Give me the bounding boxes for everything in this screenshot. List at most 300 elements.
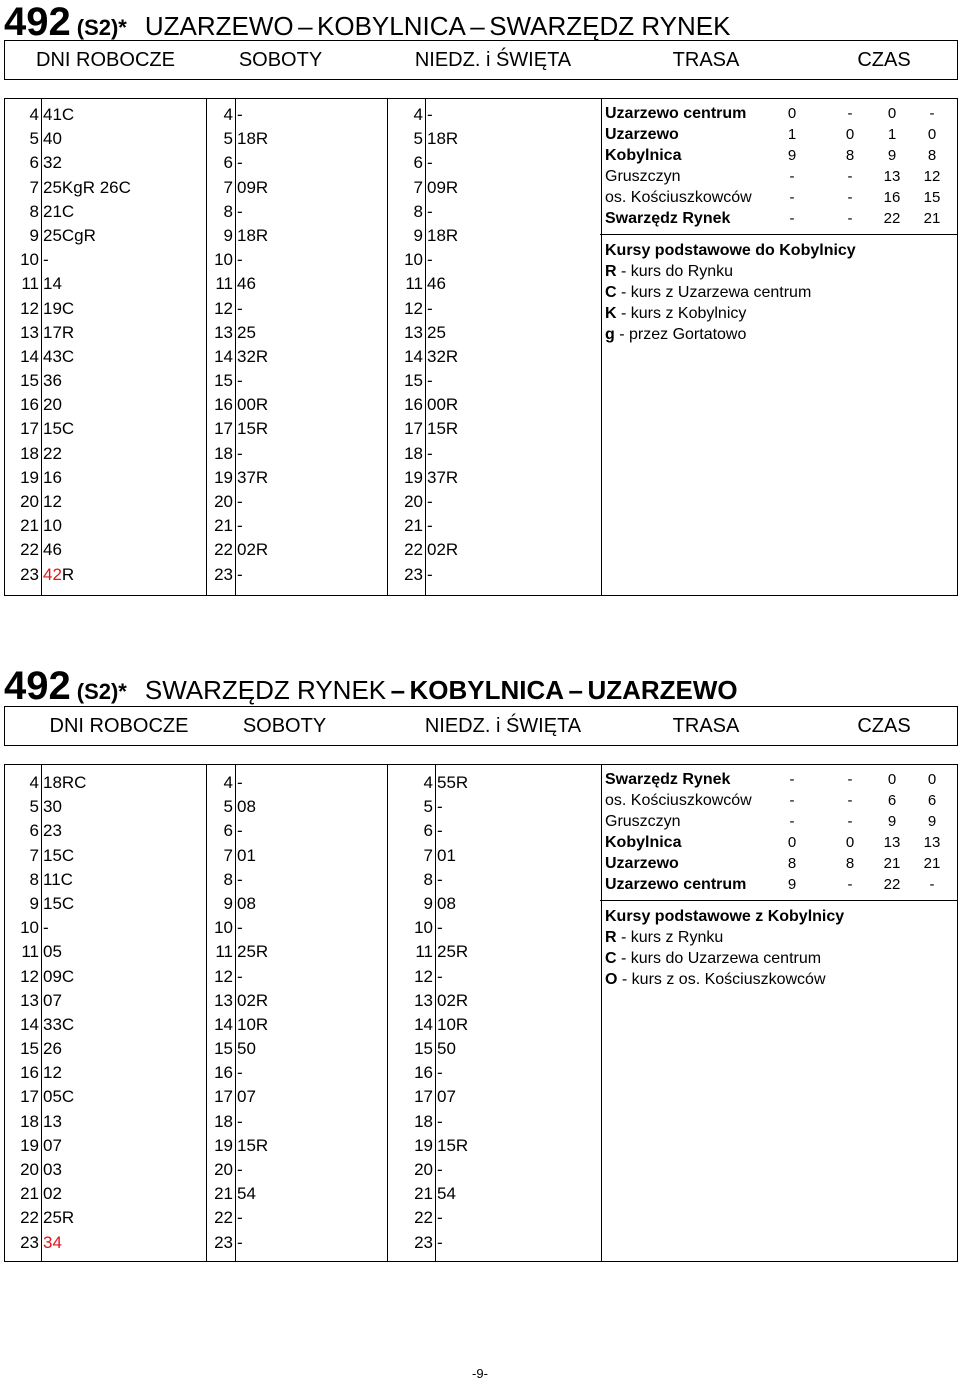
minutes-value: - — [427, 564, 433, 584]
hour-label: 19 — [214, 467, 233, 487]
time-row — [389, 466, 589, 490]
time-row — [399, 819, 599, 843]
time-row — [5, 538, 195, 562]
time-row — [199, 1061, 379, 1085]
travel-time: - — [847, 876, 853, 893]
hour-label: 14 — [414, 1014, 433, 1034]
time-row — [389, 151, 589, 175]
minutes-highlight: 42 — [43, 564, 62, 584]
time-row — [389, 272, 589, 296]
travel-time: - — [789, 210, 795, 227]
travel-time: - — [789, 771, 795, 788]
minutes-value: - — [237, 371, 243, 391]
hour-label: 8 — [223, 201, 233, 221]
hour-label: 7 — [29, 177, 39, 197]
stop-row — [600, 832, 954, 853]
hour-label: 4 — [223, 773, 233, 792]
hour-label: 18 — [214, 1111, 233, 1131]
minutes-value: 07 — [237, 1087, 256, 1107]
time-row — [399, 1110, 599, 1134]
minutes-value: - — [237, 869, 243, 889]
minutes-value: - — [237, 1111, 243, 1131]
legend-key: K — [605, 305, 617, 322]
minutes-value: - — [237, 1208, 243, 1228]
section-1-legend — [600, 240, 954, 345]
time-row — [199, 393, 379, 417]
weekdays-column — [5, 771, 195, 1255]
minutes-value: - — [437, 1208, 443, 1228]
section-2-legend — [600, 906, 954, 990]
time-row — [399, 1158, 599, 1182]
hour-label: 9 — [223, 893, 233, 913]
route-stop-1: SWARZĘDZ RYNEK — [144, 675, 387, 705]
stop-row — [600, 166, 954, 187]
time-row — [399, 1085, 599, 1109]
minutes-value: - — [237, 821, 243, 841]
legend-item — [600, 927, 954, 948]
travel-time: 9 — [887, 813, 897, 830]
time-row — [5, 868, 195, 892]
legend-item — [600, 282, 954, 303]
time-row — [5, 1085, 195, 1109]
time-row — [5, 442, 195, 466]
minutes-value: - — [237, 966, 243, 986]
time-row — [5, 1134, 195, 1158]
minutes-value: 07 — [43, 1135, 62, 1155]
hour-label: 16 — [404, 395, 423, 415]
legend-text: - kurs z Kobylnicy — [616, 305, 747, 322]
legend-text: - kurs do Uzarzewa centrum — [616, 950, 822, 967]
time-row — [389, 176, 589, 200]
hour-label: 4 — [29, 105, 39, 124]
hour-label: 16 — [414, 1063, 433, 1083]
travel-time: - — [847, 771, 853, 788]
minutes-value: 02 — [43, 1184, 62, 1204]
hour-label: 9 — [29, 893, 39, 913]
hour-label: 7 — [223, 177, 233, 197]
hour-label: 4 — [29, 773, 39, 792]
minutes-value: 09R — [237, 177, 269, 197]
hour-label: 8 — [29, 201, 39, 221]
travel-time: 15 — [923, 189, 941, 206]
hour-label: 12 — [214, 966, 233, 986]
minutes-value: 05C — [43, 1087, 75, 1107]
travel-time: 21 — [883, 855, 901, 872]
minutes-value: - — [437, 821, 443, 841]
minutes-value: 25R — [437, 942, 469, 962]
hour-label: 14 — [20, 346, 39, 366]
minutes-value: 46 — [237, 274, 256, 294]
time-row — [389, 321, 589, 345]
travel-time: 8 — [787, 855, 797, 872]
hour-label: 10 — [20, 918, 39, 938]
minutes-value: - — [427, 105, 433, 124]
hour-label: 15 — [414, 1039, 433, 1059]
time-row — [5, 393, 195, 417]
minutes-value: 50 — [237, 1039, 256, 1059]
time-row — [199, 795, 379, 819]
minutes-value: 15R — [437, 1135, 469, 1155]
minutes-value: - — [237, 153, 243, 173]
hour-label: 16 — [20, 395, 39, 415]
travel-time: 8 — [845, 147, 855, 164]
time-row — [399, 868, 599, 892]
hour-label: 22 — [214, 540, 233, 560]
hour-label: 20 — [414, 1160, 433, 1179]
hour-label: 6 — [413, 153, 423, 173]
time-row — [389, 297, 589, 321]
hour-label: 17 — [414, 1087, 433, 1107]
time-row — [399, 771, 599, 795]
hour-label: 12 — [20, 298, 39, 318]
hour-label: 11 — [215, 274, 233, 294]
minutes-value: 23 — [43, 821, 62, 841]
time-row — [199, 844, 379, 868]
travel-time: - — [847, 792, 853, 809]
sundays-column — [389, 103, 589, 587]
minutes-value: 00R — [237, 395, 269, 415]
minutes-value: 25CgR — [43, 225, 96, 245]
route-stop-2: KOBYLNICA — [409, 675, 565, 705]
minutes-value: - — [237, 1160, 243, 1179]
travel-time: 21 — [923, 855, 941, 872]
time-row — [199, 916, 379, 940]
minutes-value: - — [427, 298, 433, 318]
time-row — [5, 176, 195, 200]
time-row — [199, 1206, 379, 1230]
minutes-value: 12 — [43, 492, 62, 511]
minutes-value: - — [427, 371, 433, 391]
time-row — [399, 965, 599, 989]
time-row — [199, 417, 379, 441]
stop-name: Swarzędz Rynek — [605, 210, 731, 227]
legend-title: Kursy podstawowe z Kobylnicy — [605, 908, 845, 925]
legend-key: C — [605, 950, 617, 967]
minutes-value: - — [427, 492, 433, 511]
travel-time: - — [789, 813, 795, 830]
hour-label: 6 — [29, 821, 39, 841]
travel-time: 6 — [887, 792, 897, 809]
minutes-value: 18R — [237, 225, 269, 245]
time-row — [5, 321, 195, 345]
travel-time: - — [789, 792, 795, 809]
minutes-value: 19C — [43, 298, 75, 318]
time-row — [5, 795, 195, 819]
header-route: TRASA — [672, 49, 740, 71]
divider — [600, 900, 958, 901]
legend-item — [600, 969, 954, 990]
legend-key: R — [605, 929, 617, 946]
hour-label: 8 — [223, 869, 233, 889]
time-row — [389, 224, 589, 248]
line-number: 492 — [4, 664, 71, 708]
page-number: -9- — [472, 1366, 488, 1381]
hour-label: 5 — [413, 129, 423, 149]
minutes-value: - — [237, 298, 243, 318]
hour-label: 16 — [214, 1063, 233, 1083]
minutes-value: 25 — [427, 322, 446, 342]
minutes-value: - — [43, 250, 49, 270]
header-time: CZAS — [857, 715, 911, 737]
time-row — [389, 127, 589, 151]
hour-label: 6 — [223, 153, 233, 173]
travel-time: - — [929, 876, 935, 893]
hour-label: 21 — [214, 516, 233, 536]
hour-label: 17 — [214, 1087, 233, 1107]
header-saturdays: SOBOTY — [242, 715, 327, 737]
minutes-value: 10 — [43, 516, 62, 536]
travel-time: 0 — [845, 126, 855, 143]
section-1-stop-list — [600, 103, 954, 229]
minutes-value: - — [437, 918, 443, 938]
minutes-value: - — [43, 918, 49, 938]
minutes-value: 11C — [43, 869, 73, 889]
hour-label: 20 — [214, 492, 233, 511]
stop-row — [600, 103, 954, 124]
hour-label: 11 — [415, 942, 433, 962]
hour-label: 11 — [215, 942, 233, 962]
hour-label: 13 — [414, 990, 433, 1010]
time-row — [5, 1158, 195, 1182]
minutes-value: 46 — [43, 540, 62, 560]
minutes-value: - — [237, 1063, 243, 1083]
time-row — [5, 490, 195, 514]
time-row — [199, 868, 379, 892]
minutes-value: 15R — [427, 419, 459, 439]
time-row — [399, 1206, 599, 1230]
minutes-value: 02R — [237, 990, 269, 1010]
time-row — [399, 1182, 599, 1206]
hour-label: 21 — [20, 516, 39, 536]
time-row — [199, 248, 379, 272]
time-row — [5, 1231, 195, 1255]
time-row — [5, 369, 195, 393]
minutes-value: 03 — [43, 1160, 62, 1179]
hour-label: 23 — [20, 564, 39, 584]
legend-title: Kursy podstawowe do Kobylnicy — [605, 242, 856, 259]
minutes-value: - — [237, 443, 243, 463]
hour-label: 14 — [214, 1014, 233, 1034]
time-row — [199, 151, 379, 175]
hour-label: 12 — [414, 966, 433, 986]
hour-label: 17 — [20, 1087, 39, 1107]
travel-time: - — [847, 210, 853, 227]
time-row — [399, 1231, 599, 1255]
minutes-value: 09C — [43, 966, 75, 986]
time-row — [399, 1134, 599, 1158]
route-stop-3: SWARZĘDZ RYNEK — [489, 11, 731, 41]
section-2-stop-list — [600, 769, 954, 895]
hour-label: 13 — [20, 990, 39, 1010]
minutes-value: 18R — [427, 225, 459, 245]
minutes-value: 01 — [237, 845, 256, 865]
hour-label: 14 — [404, 346, 423, 366]
time-row — [5, 1110, 195, 1134]
minutes-value: 25 — [237, 322, 256, 342]
hour-label: 18 — [404, 443, 423, 463]
time-row — [389, 248, 589, 272]
hour-label: 17 — [404, 419, 423, 439]
legend-text: - przez Gortatowo — [614, 326, 747, 343]
header-weekdays: DNI ROBOCZE — [36, 49, 175, 71]
travel-time: 9 — [887, 147, 897, 164]
stop-row — [600, 874, 954, 895]
time-row — [5, 514, 195, 538]
hour-label: 20 — [214, 1160, 233, 1179]
time-row — [199, 1158, 379, 1182]
travel-time: - — [789, 168, 795, 185]
legend-key: C — [605, 284, 617, 301]
stop-name: Gruszczyn — [605, 168, 681, 185]
stop-name: os. Kościuszkowców — [605, 792, 752, 809]
hour-label: 20 — [20, 492, 39, 511]
time-row — [5, 417, 195, 441]
time-row — [5, 844, 195, 868]
legend-text: - kurs do Rynku — [616, 263, 734, 280]
minutes-value: 18RC — [43, 773, 87, 792]
minutes-value: 13 — [43, 1111, 62, 1131]
minutes-value: 40 — [43, 129, 62, 149]
time-row — [5, 892, 195, 916]
minutes-value: 37R — [237, 467, 269, 487]
minutes-value: - — [427, 153, 433, 173]
stop-row — [600, 853, 954, 874]
hour-label: 6 — [223, 821, 233, 841]
time-row — [5, 272, 195, 296]
minutes-value: 50 — [437, 1039, 456, 1059]
time-row — [389, 393, 589, 417]
time-row — [199, 345, 379, 369]
hour-label: 18 — [20, 1111, 39, 1131]
time-row — [5, 248, 195, 272]
minutes-value: 20 — [43, 395, 62, 415]
header-weekdays: DNI ROBOCZE — [49, 715, 189, 737]
hour-label: 7 — [423, 845, 433, 865]
hour-label: 6 — [423, 821, 433, 841]
header-sundays: NIEDZ. i ŚWIĘTA — [424, 715, 582, 737]
route-stop-1: UZARZEWO — [144, 11, 294, 41]
travel-time: 0 — [927, 126, 937, 143]
stop-name: Kobylnica — [605, 834, 682, 851]
minutes-value: 08 — [237, 893, 256, 913]
hour-label: 22 — [20, 1208, 39, 1228]
minutes-value: 25KgR 26C — [43, 177, 131, 197]
hour-label: 18 — [20, 443, 39, 463]
route-separator: – — [568, 675, 583, 705]
time-row — [389, 200, 589, 224]
minutes-value: 08 — [437, 893, 456, 913]
time-row — [199, 940, 379, 964]
hour-label: 17 — [20, 419, 39, 439]
time-row — [199, 466, 379, 490]
minutes-value: - — [237, 918, 243, 938]
hour-label: 12 — [20, 966, 39, 986]
time-row — [389, 490, 589, 514]
time-row — [199, 1231, 379, 1255]
minutes-value: 14 — [43, 274, 62, 294]
minutes-value: 15R — [237, 1135, 269, 1155]
minutes-value: 00R — [427, 395, 459, 415]
travel-time: 8 — [927, 147, 937, 164]
stop-row — [600, 769, 954, 790]
legend-text: - kurs z os. Kościuszkowców — [617, 971, 826, 988]
hour-label: 23 — [214, 1232, 233, 1252]
stop-name: Swarzędz Rynek — [605, 771, 731, 788]
weekdays-column — [5, 103, 195, 587]
minutes-value — [43, 1231, 62, 1255]
time-row — [5, 916, 195, 940]
time-row — [399, 1013, 599, 1037]
stop-row — [600, 187, 954, 208]
travel-time: 13 — [883, 168, 901, 185]
travel-time: - — [847, 813, 853, 830]
minutes-value: 26 — [43, 1039, 62, 1059]
hour-label: 9 — [423, 893, 433, 913]
minutes-value: 32R — [237, 346, 269, 366]
hour-label: 16 — [20, 1063, 39, 1083]
stop-row — [600, 790, 954, 811]
travel-time: 0 — [787, 105, 797, 122]
travel-time: - — [789, 189, 795, 206]
hour-label: 22 — [214, 1208, 233, 1228]
time-row — [5, 771, 195, 795]
time-row — [199, 224, 379, 248]
minutes-value: - — [437, 1063, 443, 1083]
minutes-value: 30 — [43, 797, 62, 817]
minutes-value: - — [437, 797, 443, 817]
time-row — [5, 466, 195, 490]
minutes-value: 25R — [237, 942, 269, 962]
travel-time: 9 — [927, 813, 937, 830]
time-row — [5, 1013, 195, 1037]
minutes-value: - — [237, 250, 243, 270]
hour-label: 5 — [223, 797, 233, 817]
minutes-value: 02R — [437, 990, 469, 1010]
line-number: 492 — [4, 0, 71, 44]
hour-label: 23 — [20, 1232, 39, 1252]
time-row — [399, 1061, 599, 1085]
minutes-value: 18R — [427, 129, 459, 149]
section-1-column-headers — [4, 40, 958, 80]
time-row — [5, 965, 195, 989]
travel-time: 0 — [887, 105, 897, 122]
time-row — [199, 1085, 379, 1109]
hour-label: 13 — [20, 322, 39, 342]
stop-row — [600, 124, 954, 145]
time-row — [399, 844, 599, 868]
stop-name: os. Kościuszkowców — [605, 189, 752, 206]
time-row — [5, 224, 195, 248]
minutes-value: 41C — [43, 105, 75, 124]
hour-label: 10 — [414, 918, 433, 938]
hour-label: 15 — [214, 371, 233, 391]
minutes-value: 22 — [43, 443, 62, 463]
travel-time: 0 — [927, 771, 937, 788]
minutes-value: 25R — [43, 1208, 75, 1228]
time-row — [199, 103, 379, 127]
time-row — [5, 563, 195, 587]
time-row — [389, 417, 589, 441]
travel-time: 12 — [923, 168, 941, 185]
header-time: CZAS — [857, 49, 911, 71]
time-row — [399, 892, 599, 916]
travel-time: - — [929, 105, 935, 122]
time-row — [5, 1182, 195, 1206]
travel-time: 22 — [883, 210, 901, 227]
time-row — [199, 200, 379, 224]
minutes-value: 32 — [43, 153, 62, 173]
travel-time: 9 — [787, 147, 797, 164]
